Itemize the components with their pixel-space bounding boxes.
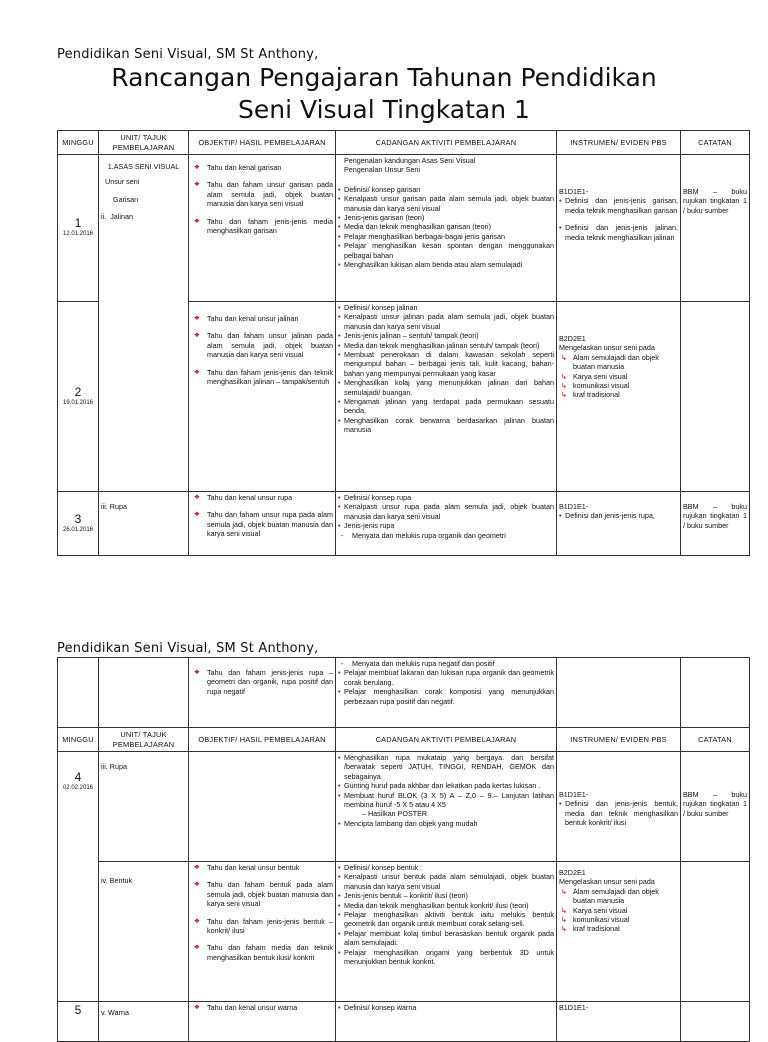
col-objektif: OBJEKTIF/ HASIL PEMBELAJARAN (189, 728, 336, 752)
table-header-row (58, 131, 750, 155)
title-line-2: Seni Visual Tingkatan 1 (238, 95, 530, 124)
week-number: 2 (74, 384, 82, 399)
instrument-subitem: ↳ kraf tradisional (559, 924, 678, 933)
col-catatan: CATATAN (681, 728, 750, 752)
instrument-sublist (559, 887, 678, 934)
week-date: 19.01.2016 (62, 399, 94, 406)
activity-item: • Media dan teknik menghasilkan bentuk konkrit/ ilusi (teori) (338, 901, 554, 910)
unit-roman: iii. (101, 762, 108, 771)
objective-item: ❖ Tahu dan kenal unsur jalinan (191, 314, 333, 323)
instrument-cell (557, 658, 681, 728)
objective-item: ❖ Tahu dan faham media dan teknik menghasilkan bentuk ilusi/ konkrit (191, 943, 333, 962)
plan-table-page-1 (57, 130, 750, 556)
activity-item: • Menghasilkan corak berwarna berdasarkan jalinan buatan manusia (338, 416, 554, 435)
activity-item: • Jenis-jenis jalinan – sentuh/ tampak (teori) (338, 331, 554, 340)
col-unit: UNIT/ TAJUK PEMBELAJARAN (99, 728, 189, 752)
unit-roman: iv. (101, 876, 108, 885)
activity-list (338, 659, 554, 706)
activity-item: • Gunting huruf pada akhbar dan lekatkan pada kertas lukisan . (338, 781, 554, 790)
activity-item: • Pelajar menghasilkan kesan spontan dengan menggunakan pelbagai bahan (338, 241, 554, 260)
objective-cell (189, 155, 336, 302)
week-cell (58, 752, 99, 1002)
activity-cell (336, 155, 557, 302)
activity-list (338, 493, 554, 540)
col-aktiviti: CADANGAN AKTIVITI PEMBELAJARAN (336, 728, 557, 752)
week-number: 3 (74, 511, 82, 526)
objective-cell (189, 492, 336, 556)
instrument-cell (557, 1002, 681, 1042)
instrument-code: B1D1E1- (559, 187, 589, 196)
activity-list (338, 1003, 554, 1012)
notes-cell: BBM – buku rujukan tingkatan 1 / buku sumber (681, 492, 750, 556)
activity-item: • Membuat huruf BLOK (3 X 5) A – Z,0 – 9.– Lanjutan latihan membina huruf -5 X 5 atau 4 X5 (338, 791, 554, 810)
instrument-subitem: ↳ komunikasi visual (559, 915, 678, 924)
instrument-subitem: ↳ Karya seni visual (559, 906, 678, 915)
week-number: 1 (74, 216, 82, 231)
objective-item: ❖ Tahu dan faham bentuk pada alam semula jadi, objek buatan manusia dan karya seni visual (191, 880, 333, 908)
objective-list (191, 1003, 333, 1012)
instrument-list (559, 799, 678, 827)
unit-cell (99, 155, 189, 492)
activity-item: - Menyata dan melukis rupa negatif dan positif (338, 659, 554, 668)
activity-intro: Pengenalan Unsur Seni (344, 165, 420, 175)
activity-list (338, 863, 554, 966)
instrument-list (559, 196, 678, 242)
activity-item: – Hasilkan POSTER (362, 809, 428, 819)
instrument-item: • Definisi dan jenis-jenis jalinan, media teknik menghasilkan jalinan (559, 223, 678, 242)
activity-item: • Pelajar menghasilkan origami yang berbentuk 3D untuk menunjukkan bentuk konkrit. (338, 948, 554, 967)
activity-item: • Jenis-jenis rupa (338, 521, 554, 530)
activity-list (338, 185, 554, 270)
unit-topic: Rupa (109, 502, 127, 511)
objective-cell (189, 752, 336, 862)
unit-title: 1.ASAS SENI VISUAL (107, 162, 180, 171)
unit-topic: Bentuk (109, 876, 133, 885)
activity-item: • Definisi/ konsep bentuk (338, 863, 554, 872)
school-header: Pendidikan Seni Visual, SM St Anthony, (57, 47, 319, 62)
col-catatan: CATATAN (681, 131, 750, 155)
week-cell (58, 492, 99, 556)
week-cell (58, 155, 99, 302)
instrument-subitem: ↳ kraf tradisional (559, 390, 678, 399)
unit-cell (99, 658, 189, 728)
activity-item: • Menghasilkan kolaj yang menunjukkan jalinan dari bahan semulajadi/ buangan. (338, 378, 554, 397)
objective-list (191, 163, 333, 235)
table-header-row (58, 728, 750, 752)
table-row-week-4 (58, 752, 750, 862)
activity-item: • Kenalpasti unsur bentuk pada alam semulajadi, objek buatan manusia dan karya seni visual (338, 872, 554, 891)
instrument-code: B1D1E1- (559, 790, 589, 799)
table-row-bentuk (58, 862, 750, 1002)
col-objektif: OBJEKTIF/ HASIL PEMBELAJARAN (189, 131, 336, 155)
objective-item: ❖ Tahu dan faham jenis-jenis media menghasilkan garisan (191, 217, 333, 236)
unit-cell: v. Warna (99, 1002, 189, 1042)
instrument-subitem: ↳ Alam semulajadi dan objek buatan manusia (559, 887, 678, 906)
activity-item: - Menyata dan melukis rupa organik dan geometri (338, 531, 554, 540)
week-number: 5 (74, 1003, 82, 1017)
instrument-cell (557, 752, 681, 862)
col-instrumen: INSTRUMEN/ EVIDEN PBS (557, 728, 681, 752)
instrument-subitem: ↳ komunikasi visual (559, 381, 678, 390)
col-aktiviti: CADANGAN AKTIVITI PEMBELAJARAN (336, 131, 557, 155)
week-date: 02.02.2016 (62, 785, 94, 791)
instrument-cell (557, 302, 681, 492)
unit-topic: Rupa (109, 762, 127, 771)
activity-cell (336, 658, 557, 728)
activity-item: • Menghasilkan lukisan alam benda atau alam semulajadi (338, 260, 554, 269)
objective-item: ❖ Tahu dan faham jenis-jenis bentuk – konkrit/ ilusi (191, 917, 333, 936)
instrument-item: • Definisi dan jenis-jenis bentuk, media dan teknik menghasilkan bentuk konkrit/ ilusi (559, 799, 678, 827)
objective-cell (189, 302, 336, 492)
unit-roman: iii. (101, 502, 108, 511)
instrument-cell (557, 155, 681, 302)
activity-list (338, 753, 554, 828)
activity-cell (336, 492, 557, 556)
unit-cell (99, 752, 189, 862)
instrument-text: Mengelaskan unsur seni pada (559, 343, 655, 353)
objective-item: ❖ Tahu dan kenal unsur bentuk (191, 863, 333, 872)
activity-item: • Kenalpasti unsur rupa pada alam semula jadi, objek buatan manusia dan karya seni visual (338, 502, 554, 521)
notes-cell (681, 862, 750, 1002)
activity-item: • Media dan teknik menghasilkan garisan (teori) (338, 222, 554, 231)
activity-item: • Definisi/ konsep garisan (338, 185, 554, 194)
week-cell (58, 1002, 99, 1042)
unit-topic: Garisan (113, 194, 139, 204)
instrument-cell (557, 492, 681, 556)
activity-item: • Mengamati jalinan yang terdapat pada permukaan sesuatu benda. (338, 397, 554, 416)
activity-cell (336, 862, 557, 1002)
unit-cell (99, 492, 189, 556)
objective-list (191, 863, 333, 962)
school-header-page-2: Pendidikan Seni Visual, SM St Anthony, (57, 641, 319, 656)
instrument-subitem: ↳ Alam semulajadi dan objek buatan manusia (559, 353, 678, 372)
objective-list (191, 493, 333, 539)
title-line-1: Rancangan Pengajaran Tahunan Pendidikan (111, 63, 657, 92)
objective-item: ❖ Tahu dan kenal unsur rupa (191, 493, 333, 502)
table-row-week-1 (58, 155, 750, 302)
instrument-code: B2D2E1 (559, 334, 586, 343)
activity-item: • Pelajar membuat kolaj timbul berasaskan bentuk organik pada alam semulajadi. (338, 929, 554, 948)
activity-intro: Pengenalan kandungan Asas Seni Visual (344, 156, 476, 165)
activity-item: • Definisi/ konsep warna (338, 1003, 554, 1012)
week-number: 4 (74, 770, 82, 784)
instrument-cell (557, 862, 681, 1002)
unit-topic-2: Jalinan (110, 212, 133, 222)
activity-item: • Mencipta lambang dari objek yang mudah (338, 819, 554, 828)
instrument-text: Mengelaskan unsur seni pada (559, 877, 655, 887)
activity-item: • Pelajar menghasilkan corak komposisi yang menunjukkan perbezaan rupa positif dan negatif. (338, 687, 554, 706)
notes-cell: BBM – buku rujukan tingkatan 1 / buku sumber (681, 155, 750, 302)
instrument-item: • Definisi dan jenis-jenis rupa, (559, 511, 678, 520)
activity-cell (336, 752, 557, 862)
instrument-code: B1D1E1- (559, 1003, 589, 1012)
week-cell (58, 658, 99, 728)
objective-item: ❖ Tahu dan faham unsur jalinan pada alam semula jadi, objek buatan manusia dan karya seni visual (191, 331, 333, 359)
activity-item: • Definisi/ konsep rupa (338, 493, 554, 502)
notes-cell (681, 302, 750, 492)
objective-cell (189, 1002, 336, 1042)
activity-cell (336, 302, 557, 492)
activity-item: • Pelajar menghasilkan berbagai-bagai jenis garisan (338, 232, 554, 241)
objective-item: ❖ Tahu dan kenal unsur warna (191, 1003, 333, 1012)
col-minggu: MINGGU (58, 728, 99, 752)
plan-table-page-2 (57, 657, 750, 1042)
activity-item: • Pelajar menghasilkan aktiviti bentuk iaitu melukis bentuk geometrik dan organik untuk membuat corak selang-seli. (338, 910, 554, 929)
instrument-list (559, 511, 678, 520)
notes-cell: BBM – buku rujukan tingkatan 1 / buku sumber (681, 752, 750, 862)
page-title (0, 62, 768, 126)
activity-list (338, 303, 554, 435)
activity-item: • Menghasilkan rupa mukataip yang bergaya. dan bersifat /berwatak seperti JATUH, TINGGI, RENDAH, GEMOK dan sebagainya (338, 753, 554, 781)
objective-item: ❖ Tahu dan faham unsur garisan pada alam semula jadi, objek buatan manusia dan karya seni visual (191, 180, 333, 208)
week-date: 12.01.2016 (62, 231, 94, 238)
objective-list (191, 314, 333, 386)
objective-item: ❖ Tahu dan faham jenis-jenis rupa – geometri dan organik, rupa positif dan rupa negatif (191, 668, 333, 696)
instrument-code: B2D2E1 (559, 868, 586, 877)
activity-item: • Kenalpasti unsur garisan pada alam semula jadi, objek buatan manusia dan karya seni visual (338, 194, 554, 213)
week-date: 26.01.2016 (62, 526, 94, 533)
activity-item: • Media dan teknik menghasilkan jalinan sentuh/ tampak (teori) (338, 341, 554, 350)
notes-cell (681, 658, 750, 728)
instrument-code: B1D1E1- (559, 502, 589, 511)
table-row-week-5 (58, 1002, 750, 1042)
instrument-subitem: ↳ Karya seni visual (559, 372, 678, 381)
unit-roman: ii. (101, 212, 107, 222)
col-unit: UNIT/ TAJUK PEMBELAJARAN (99, 131, 189, 155)
unit-cell (99, 862, 189, 1002)
activity-cell (336, 1002, 557, 1042)
instrument-sublist (559, 353, 678, 400)
activity-item: • Jenis-jenis bentuk – konkrit/ ilusi (teori) (338, 891, 554, 900)
instrument-item: • Definisi dan jenis-jenis garisan, media teknik menghasilkan garisan (559, 196, 678, 215)
activity-item: • Kenalpasti unsur jalinan pada alam semula jadi, objek buatan manusia dan karya seni visual (338, 312, 554, 331)
activity-item: • Pelajar membuat lakaran dan lukisan rupa organik dan geometrik corak berulang. (338, 668, 554, 687)
activity-item: • Definisi/ konsep jalinan (338, 303, 554, 312)
table-row-continued (58, 658, 750, 728)
week-cell (58, 302, 99, 492)
objective-item: ❖ Tahu dan faham unsur rupa pada alam semula jadi, objek buatan manusia dan karya seni visual (191, 510, 333, 538)
unit-sub: Unsur seni (105, 177, 140, 187)
activity-item: • Membuat penerokaan di dalam kawasan sekolah seperti mengumpul bahan – berbagai jenis tali, kulit kacang, bahan-bahan yang mempunyai permukaan yang kasar (338, 350, 554, 378)
objective-cell (189, 862, 336, 1002)
activity-item: • Jenis-jenis garisan (teori) (338, 213, 554, 222)
col-minggu: MINGGU (58, 131, 99, 155)
table-row-week-3 (58, 492, 750, 556)
objective-list (191, 668, 333, 696)
objective-item: ❖ Tahu dan faham jenis-jenis dan teknik menghasilkan jalinan – tampak/sentuh (191, 368, 333, 387)
objective-cell (189, 658, 336, 728)
objective-item: ❖ Tahu dan kenal garisan (191, 163, 333, 172)
notes-cell (681, 1002, 750, 1042)
col-instrumen: INSTRUMEN/ EVIDEN PBS (557, 131, 681, 155)
